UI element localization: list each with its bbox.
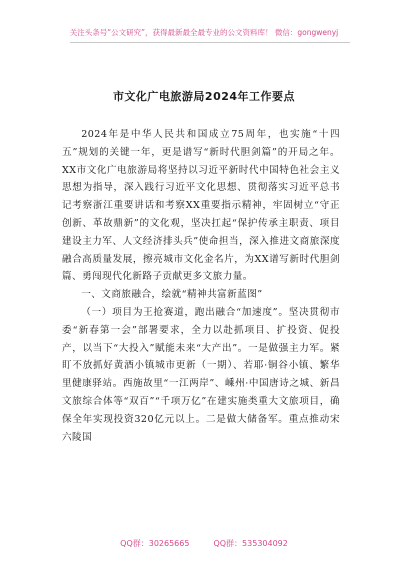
header-divider: [70, 42, 350, 43]
footer-contact: [0, 538, 408, 549]
section-heading: 一、文商旅融合，绘就“精神共富新蓝图”: [81, 289, 263, 301]
section-paragraph: （一）项目为王抢赛道，跑出融合“加速度”。坚决贯彻市委“新春第一会”部署要求，全力以赴抓项目、扩投资、促投产，以当下“大投入”赋能未来“大产出”。一是做强主力军。紧盯不放抓好黄酒小镇城市更新（一期）、若耶·铜谷小镇、繁华里健康驿站。西施故里“一江两岸”、嵊州·中国唐诗之城、新昌文旅综合体等“双百”“千项万亿”在建实施类重大文旅项目，确保全年实现投资320亿元以上。二是做大储备军。重点推动宋六陵国: [62, 306, 340, 443]
document-body: [62, 126, 340, 446]
document-title: 市文化广电旅游局2024年工作要点: [112, 90, 296, 103]
intro-paragraph: 2024年是中华人民共和国成立75周年，也实施“十四五”规划的关键一年，更是谱写“新时代胆剑篇”的开局之年。XX市文化广电旅游局将坚持以习近平新时代中国特色社会主义思想为指导，深入践行习近平文化思想、贯彻落实习近平总书记考察浙江重要讲话和考察XX重要指示精神，牢固树立“守正创新、革故鼎新”的文化观，坚决扛起“保护传承主职责、项目建设主力军、人文经济排头兵”使命担当，深入推进文商旅深度融合高质量发展，擦亮城市文化金名片，为XX谱写新时代胆剑篇、勇闯现代化新路子贡献更多文旅力量。: [62, 129, 340, 283]
footer-qq-group-2: QQ群：535304092: [213, 539, 288, 548]
header-promo-note: 关注头条号“公文研究”，获得最新最全最专业的公文资料库！ 微信：gongwenyj: [69, 28, 339, 37]
footer-qq-group-1: QQ群：30265665: [120, 539, 190, 548]
